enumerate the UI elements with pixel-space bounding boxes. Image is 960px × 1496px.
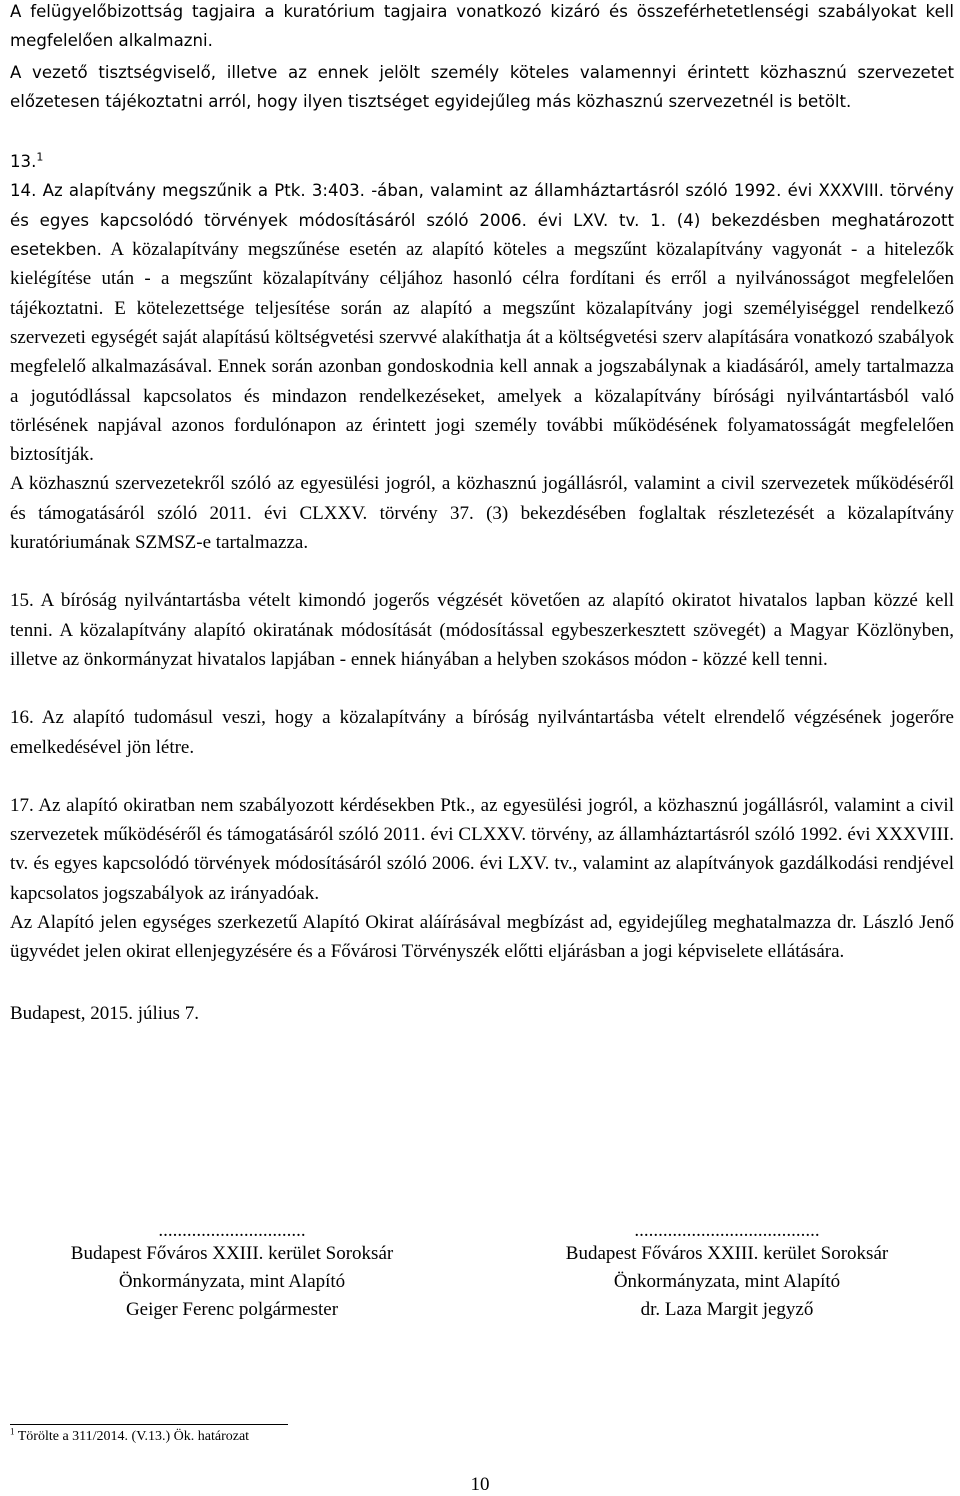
section-16: 16. Az alapító tudomásul veszi, hogy a közalapítvány a bíróság nyilvántartásba vételt elrendelő végzésének jogerőre emelkedésével jön létre. — [10, 707, 954, 758]
signature-right-line2: Önkormányzata, mint Alapító — [613, 1271, 841, 1292]
section-13 — [10, 147, 954, 176]
place-date: Budapest, 2015. július 7. — [10, 1002, 199, 1024]
page-number: 10 — [470, 1474, 490, 1495]
signature-left — [12, 1222, 452, 1324]
signature-left-name: Geiger Ferenc polgármester — [125, 1299, 339, 1320]
footnote-marker: 1 — [10, 1426, 15, 1437]
signature-line: ....................................... — [634, 1220, 820, 1241]
footnote-divider — [10, 1424, 288, 1425]
section-17: 17. Az alapító okiratban nem szabályozott kérdésekben Ptk., az egyesülési jogról, a közhasznú jogállásról, valamint a civil szervezetek működéséről és támogatásáról szóló 2011. évi CLXXV. törvény, az államháztartásról szóló 1992. évi XXXVIII. tv. és egyes kapcsolódó törvények módosításáról szóló 2006. évi LXV. tv., valamint az alapítványok gazdálkodási rendjével kapcsolatos jogszabályok az irányadóak. — [10, 794, 954, 904]
signature-right-name: dr. Laza Margit jegyző — [640, 1299, 814, 1320]
section-17-para-b: Az Alapító jelen egységes szerkezetű Alapító Okirat aláírásával megbízást ad, egyidejűleg meghatalmazza dr. László Jenő ügyvédet jelen okirat ellenjegyzésére és a Fővárosi Törvényszék előtti eljárásban a jogi képviselete ellátására. — [10, 912, 954, 963]
section-14-text-sans: 14. Az alapítvány megszűnik a Ptk. 3:403. -ában, valamint az államháztartásról szóló 1992. évi XXXVIII. törvény és egyes kapcsolódó törvények módosításáról szóló 2006. évi LXV. tv. 1. (4) bekezdésben meghatározott esetekben. — [10, 181, 954, 260]
footnote-ref: 1 — [36, 150, 44, 164]
signature-left-line1: Budapest Főváros XXIII. kerület Soroksár — [70, 1243, 394, 1264]
signature-right — [507, 1222, 947, 1324]
paragraph-executive-officer: A vezető tisztségviselő, illetve az ennek jelölt személy köteles valamennyi érintett közhasznú szervezetet előzetesen tájékoztatni arról, hogy ilyen tisztséget egyidejűleg más közhasznú szervezetnél is betölt. — [10, 62, 954, 111]
footnote-text: Törölte a 311/2014. (V.13.) Ök. határozat — [14, 1429, 250, 1444]
paragraph-supervisory-board: A felügyelőbizottság tagjaira a kuratórium tagjaira vonatkozó kizáró és összeférhetetlenségi szabályokat kell megfelelően alkalmazni. — [10, 2, 954, 51]
signature-right-line1: Budapest Főváros XXIII. kerület Soroksár — [565, 1243, 889, 1264]
section-14-text: A közalapítvány megszűnése esetén az alapító köteles a megszűnt közalapítvány vagyonát - a hitelezők kielégítése után - a megszűnt közalapítvány céljához hasonló célra fordítani és erről a nyilvánosságot megfelelően tájékoztatni. E kötelezettsége teljesítése során az alapító a megszűnt közalapítvány jogi személyiséggel rendelkező szervezeti egységét saját alapítású költségvetési szervvé alakíthatja át a költségvetési szerv alapítására vonatkozó szabályok megfelelő alkalmazásával. Ennek során azonban gondoskodnia kell annak a jogszabálynak a kiadásáról, amely tartalmazza a jogutódlással kapcsolatos és mindazon rendelkezéseket, amelyek a közalapítvány bírósági nyilvántartásból való törlésének napjával azonos fordulónapon az érintett jogi személy további működésének folyamatosságát megfelelően biztosítják. — [10, 239, 954, 466]
section-14-para-b: A közhasznú szervezetekről szóló az egyesülési jogról, a közhasznú jogállásról, valamint a civil szervezetek működéséről és támogatásáról szóló 2011. évi CLXXV. törvény 37. (3) bekezdésében foglaltak részletezését a közalapítvány kuratóriumának SZMSZ-e tartalmazza. — [10, 473, 954, 554]
signature-left-line2: Önkormányzata, mint Alapító — [118, 1271, 346, 1292]
document-page — [10, 0, 954, 1028]
footnote — [10, 1426, 250, 1445]
signature-block — [0, 1222, 960, 1332]
section-14 — [10, 176, 954, 469]
section-15: 15. A bíróság nyilvántartásba vételt kimondó jogerős végzését követően az alapító okiratot hivatalos lapban közzé kell tenni. A közalapítvány alapító okiratának módosítását (módosítással egybeszerkesztett szövegét) a Magyar Közlönyben, illetve az önkormányzat hivatalos lapjában - ennek hiányában a helyben szokásos módon - közzé kell tenni. — [10, 590, 954, 670]
section-13-number: 13. — [10, 152, 37, 172]
signature-line: ............................... — [158, 1220, 306, 1241]
